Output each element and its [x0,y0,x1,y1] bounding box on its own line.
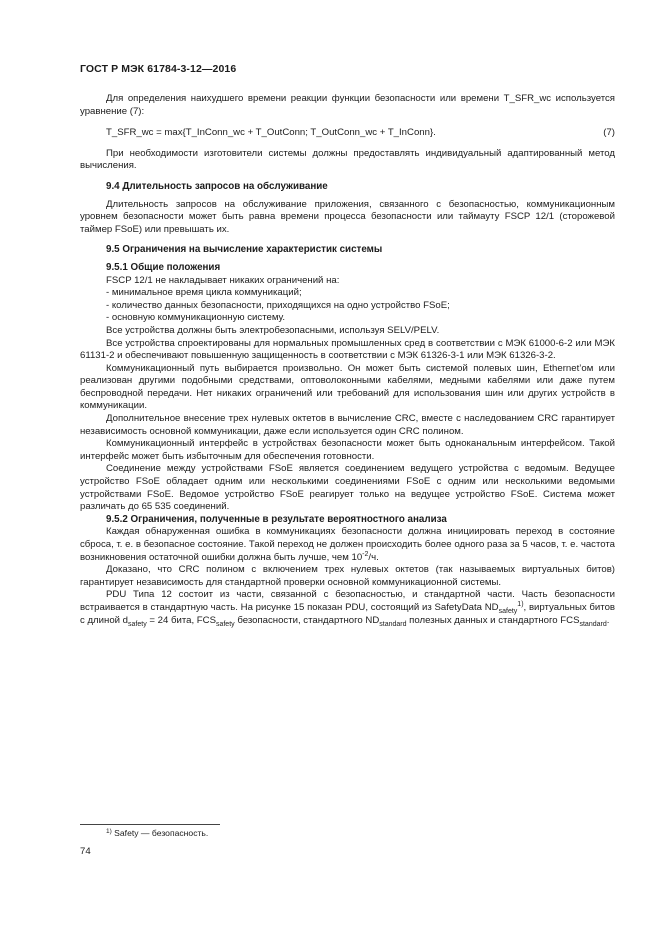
list-item: - минимальное время цикла коммуникаций; [106,287,302,299]
section-9-4-heading: 9.4 Длительность запросов на обслуживание [106,180,328,192]
subscript-safety: safety [498,607,518,615]
communication-path-paragraph: Коммуникационный путь выбирается произвольно. Он может быть системой полевых шин, Ethernet’ом или реализован другими подобными средствами, оптоволоконными кабелями, медными кабелями или даже путем беспроводной передачи. Нет никаких ограничений или требований для использования шин или других устройств в коммуникации. [80,362,615,412]
interface-paragraph: Коммуникационный интерфейс в устройствах безопасности может быть одноканальным интерфейсом. Такой интерфейс может быть избыточным для обеспечения готовности. [80,438,615,462]
safety-voltage-paragraph: Все устройства должны быть электробезопасными, используя SELV/PELV. [106,324,440,336]
footnote-reference[interactable]: 1) [517,600,524,608]
document-header: ГОСТ Р МЭК 61784-3-12—2016 [80,63,237,75]
section-9-5-1-heading: 9.5.1 Общие положения [106,261,221,273]
section-9-5-2-heading: 9.5.2 Ограничения, полученные в результате вероятностного анализа [106,513,447,525]
equation-text: T_SFR_wc = max{T_InConn_wc + T_OutConn; T_OutConn_wc + T_InConn}. [106,127,436,139]
intro-paragraph: Для определения наихудшего времени реакции функции безопасности или времени T_SFR_wc используется уравнение (7): [80,93,615,117]
crc-polynomial-paragraph: Доказано, что CRC полином с включением трех нулевых октетов (так называемых виртуальных битов) гарантирует независимость для стандартной проверки основной коммуникационной системы. [80,564,615,588]
section-9-4-text: Длительность запросов на обслуживание приложения, связанного с безопасностью, коммуникационным уровнем безопасности может быть равна времени процесса безопасности или таймауту FSCP 12/1 (сторожевой таймер FSoE) или превышать их. [80,198,615,235]
subscript-standard: standard [379,620,407,628]
list-item: - количество данных безопасности, приходящихся на одно устройство FSoE; [106,299,450,311]
residual-error-paragraph: Каждая обнаруженная ошибка в коммуникациях безопасности должна инициировать переход в состояние сброса, т. е. в безопасное состояние. Такой переход не должен происходить более одного раза за 5 часов, т. е. частота возникновения остаточной ошибки должна быть лучше, чем $10^{-2}/ч$. [80,526,615,563]
equation-number: (7) [603,127,615,139]
section-9-5-heading: 9.5 Ограничения на вычисление характеристик системы [106,244,383,256]
footnote-separator [80,824,220,825]
subscript-safety: safety [215,620,235,628]
exponent: -2 [362,550,369,558]
crc-paragraph: Дополнительное внесение трех нулевых октетов в вычисление CRC, вместе с наследованием CRC гарантирует независимость основной коммуникации, даже если используется один CRC полином. [80,413,615,437]
section-9-5-1-intro: FSCP 12/1 не накладывает никаких ограничений на: [106,274,340,286]
footnote-text: Safety — безопасность. [114,828,209,838]
pdu-paragraph: PDU Типа 12 состоит из части, связанной с безопасностью, и стандартной части. Часть безопасности встраивается в стандартную часть. На рисунке 15 показан PDU, состоящий из SafetyData $ND_{safety}^{1)}$, виртуальных битов с длиной $d_{safety} = 24$ бита, $FCS_{safety}$ безопасности, стандартного $ND_{standard}$ полезных данных и стандартного $FCS_{standard}$. [80,589,615,628]
environment-paragraph: Все устройства спроектированы для нормальных промышленных сред в соответствии с МЭК 61000-6-2 или МЭК 61131-2 и обеспечивают повышенную защищенность в соответствии с МЭК 61326-3-1 или МЭК 61326-3-2. [80,337,615,362]
footnote-mark: 1) [106,828,112,835]
footnote [106,828,208,838]
manufacturers-paragraph: При необходимости изготовители системы должны предоставлять индивидуальный адаптированный метод вычисления. [80,147,615,172]
subscript-standard: standard [579,620,607,628]
subscript-safety: safety [128,620,147,628]
document-body [80,93,615,627]
page-number: 74 [80,846,91,857]
connection-paragraph: Соединение между устройствами FSoE является соединением ведущего устройства с ведомым. Ведущее устройство FSoE обладает одним или несколькими соединениями FSoE с одним или несколькими ведомыми устройствами FSoE. Ведомое устройство FSoE реагирует только на ведущее устройство FSoE. Система может различать до 65 535 соединений. [80,463,615,513]
list-item: - основную коммуникационную систему. [106,312,286,324]
equation-7 [80,127,615,140]
